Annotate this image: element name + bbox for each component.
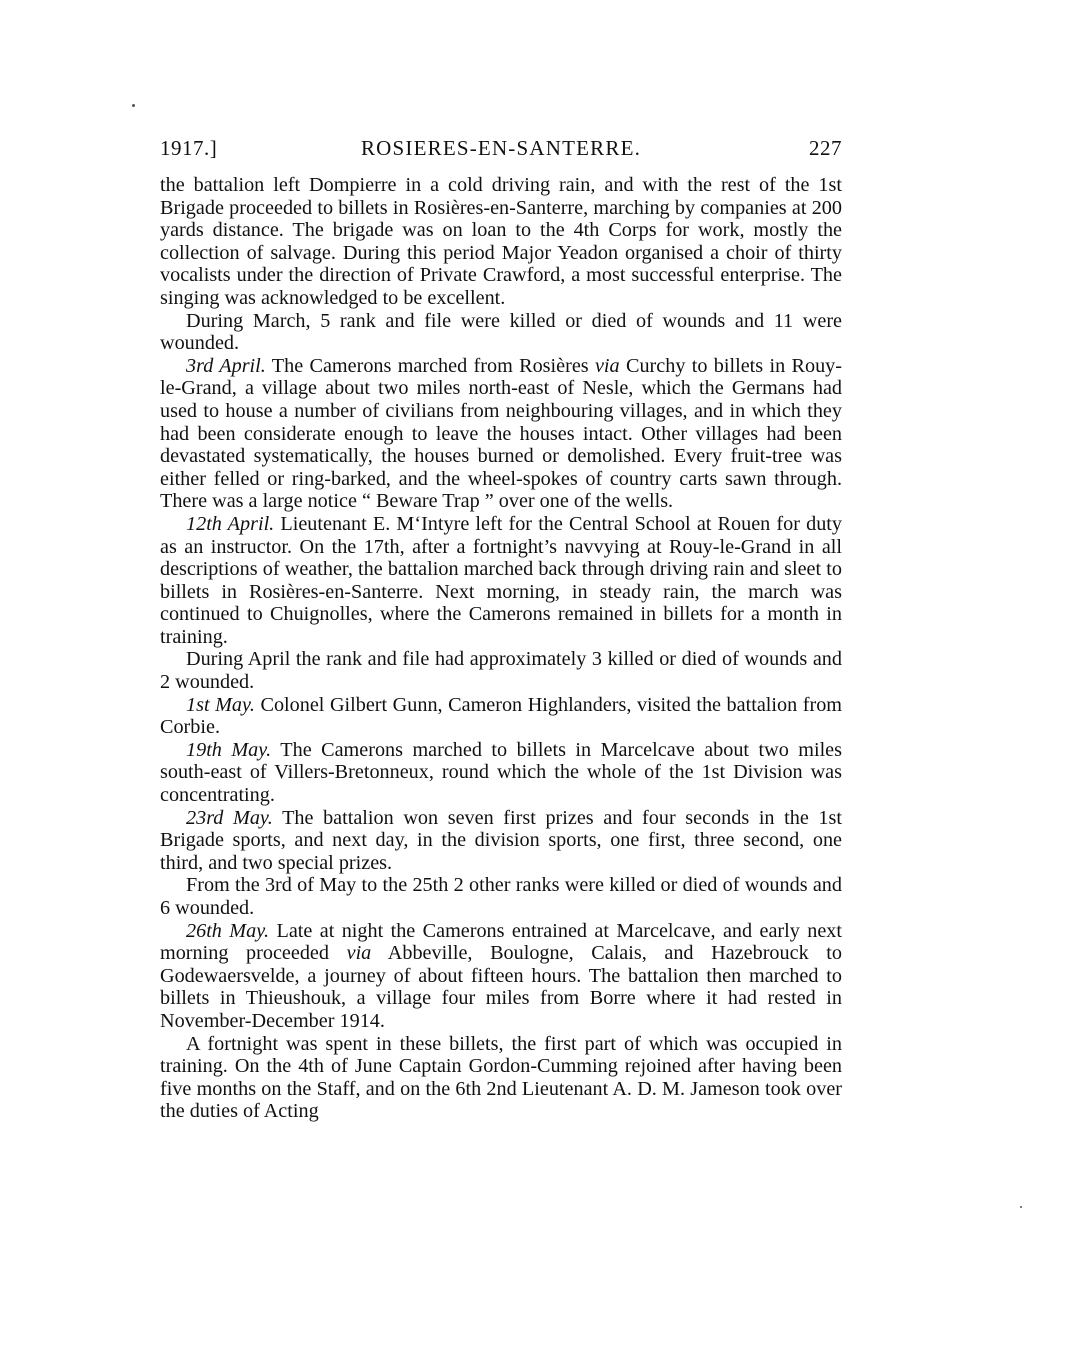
paragraph bbox=[160, 1033, 842, 1123]
paragraph bbox=[160, 874, 842, 919]
paragraph-text: During April the rank and file had approximately 3 killed or died of wounds and 2 wounded. bbox=[160, 648, 842, 694]
paragraph bbox=[160, 739, 842, 807]
paragraph bbox=[160, 807, 842, 875]
paragraph bbox=[160, 648, 842, 693]
entry-date: 1st May. bbox=[186, 693, 255, 716]
entry-date: 3rd April. bbox=[186, 354, 266, 377]
running-head-year: 1917.] bbox=[160, 136, 218, 160]
running-head bbox=[160, 136, 842, 174]
body-text bbox=[160, 174, 842, 1123]
paragraph-text: A fortnight was spent in these billets, the first part of which was occupied in training. On the 4th of June Captain Gordon-Cumming rejoined after having been five months on the Staff, and on the 6th 2nd Lieutenant A. D. M. Jameson took over the duties of Acting bbox=[160, 1032, 842, 1123]
paragraph-text: The Camerons marched from Rosières bbox=[265, 354, 595, 377]
paragraph bbox=[160, 694, 842, 739]
paragraph-text: During March, 5 rank and file were killed or died of wounds and 11 were wounded. bbox=[160, 309, 842, 355]
book-page bbox=[160, 136, 842, 1123]
page-number: 227 bbox=[809, 136, 842, 160]
italic-via: via bbox=[346, 942, 372, 965]
scan-speck bbox=[132, 104, 135, 107]
paragraph bbox=[160, 513, 842, 649]
paragraph-text: Abbeville, Boulogne, Calais, and Hazebrouck to Godewaersvelde, a journey of about fifteen hours. The battalion then marched to billets in Thieushouk, a village four miles from Borre where it had rested in November-December 1914. bbox=[160, 942, 842, 1032]
italic-via: via bbox=[594, 354, 620, 377]
paragraph bbox=[160, 920, 842, 1033]
paragraph-text: Lieutenant E. M‘Intyre left for the Central School at Rouen for duty as an instructor. On the 17th, after a fortnight’s navvying at Rouy-le-Grand in all descriptions of weather, the battalion marched back through driving rain and sleet to billets in Rosières-en-Santerre. Next morning, in steady rain, the march was continued to Chuignolles, where the Camerons remained in billets for a month in training. bbox=[160, 512, 842, 648]
paragraph-text: The Camerons marched to billets in Marcelcave about two miles south-east of Villers-Bretonneux, round which the whole of the 1st Division was concentrating. bbox=[160, 738, 842, 807]
entry-date: 19th May. bbox=[186, 738, 272, 761]
paragraph-text: Curchy to billets in Rouy-le-Grand, a village about two miles north-east of Nesle, which the Germans had used to house a number of civilians from neighbouring villages, and in which they had been considerate enough to leave the houses intact. Other villages had been devastated systematically, the houses burned or demolished. Every fruit-tree was either felled or ring-barked, and the wheel-spokes of country carts sawn through. There was a large notice “ Beware Trap ” over one of the wells. bbox=[160, 354, 842, 513]
paragraph bbox=[160, 174, 842, 310]
paragraph-text: Late at night the Camerons entrained at Marcelcave, and early next morning proceeded bbox=[160, 919, 842, 965]
scan-speck bbox=[1020, 1206, 1022, 1208]
paragraph bbox=[160, 310, 842, 355]
entry-date: 23rd May. bbox=[186, 806, 273, 829]
entry-date: 12th April. bbox=[186, 512, 275, 535]
paragraph-text: From the 3rd of May to the 25th 2 other ranks were killed or died of wounds and 6 wounded. bbox=[160, 874, 842, 919]
paragraph-text: The battalion won seven first prizes and four seconds in the 1st Brigade sports, and next day, in the division sports, one first, three second, one third, and two special prizes. bbox=[160, 806, 842, 874]
paragraph-text: the battalion left Dompierre in a cold driving rain, and with the rest of the 1st Brigade proceeded to billets in Rosières-en-Santerre, marching by companies at 200 yards distance. The brigade was on loan to the 4th Corps for work, mostly the collection of salvage. During this period Major Yeadon organised a choir of thirty vocalists under the direction of Private Crawford, a most successful enterprise. The singing was acknowledged to be excellent. bbox=[160, 174, 842, 309]
paragraph-text: Colonel Gilbert Gunn, Cameron Highlanders, visited the battalion from Corbie. bbox=[160, 693, 842, 739]
entry-date: 26th May. bbox=[186, 919, 270, 942]
paragraph bbox=[160, 355, 842, 513]
running-head-title: ROSIERES-EN-SANTERRE. bbox=[360, 136, 642, 160]
